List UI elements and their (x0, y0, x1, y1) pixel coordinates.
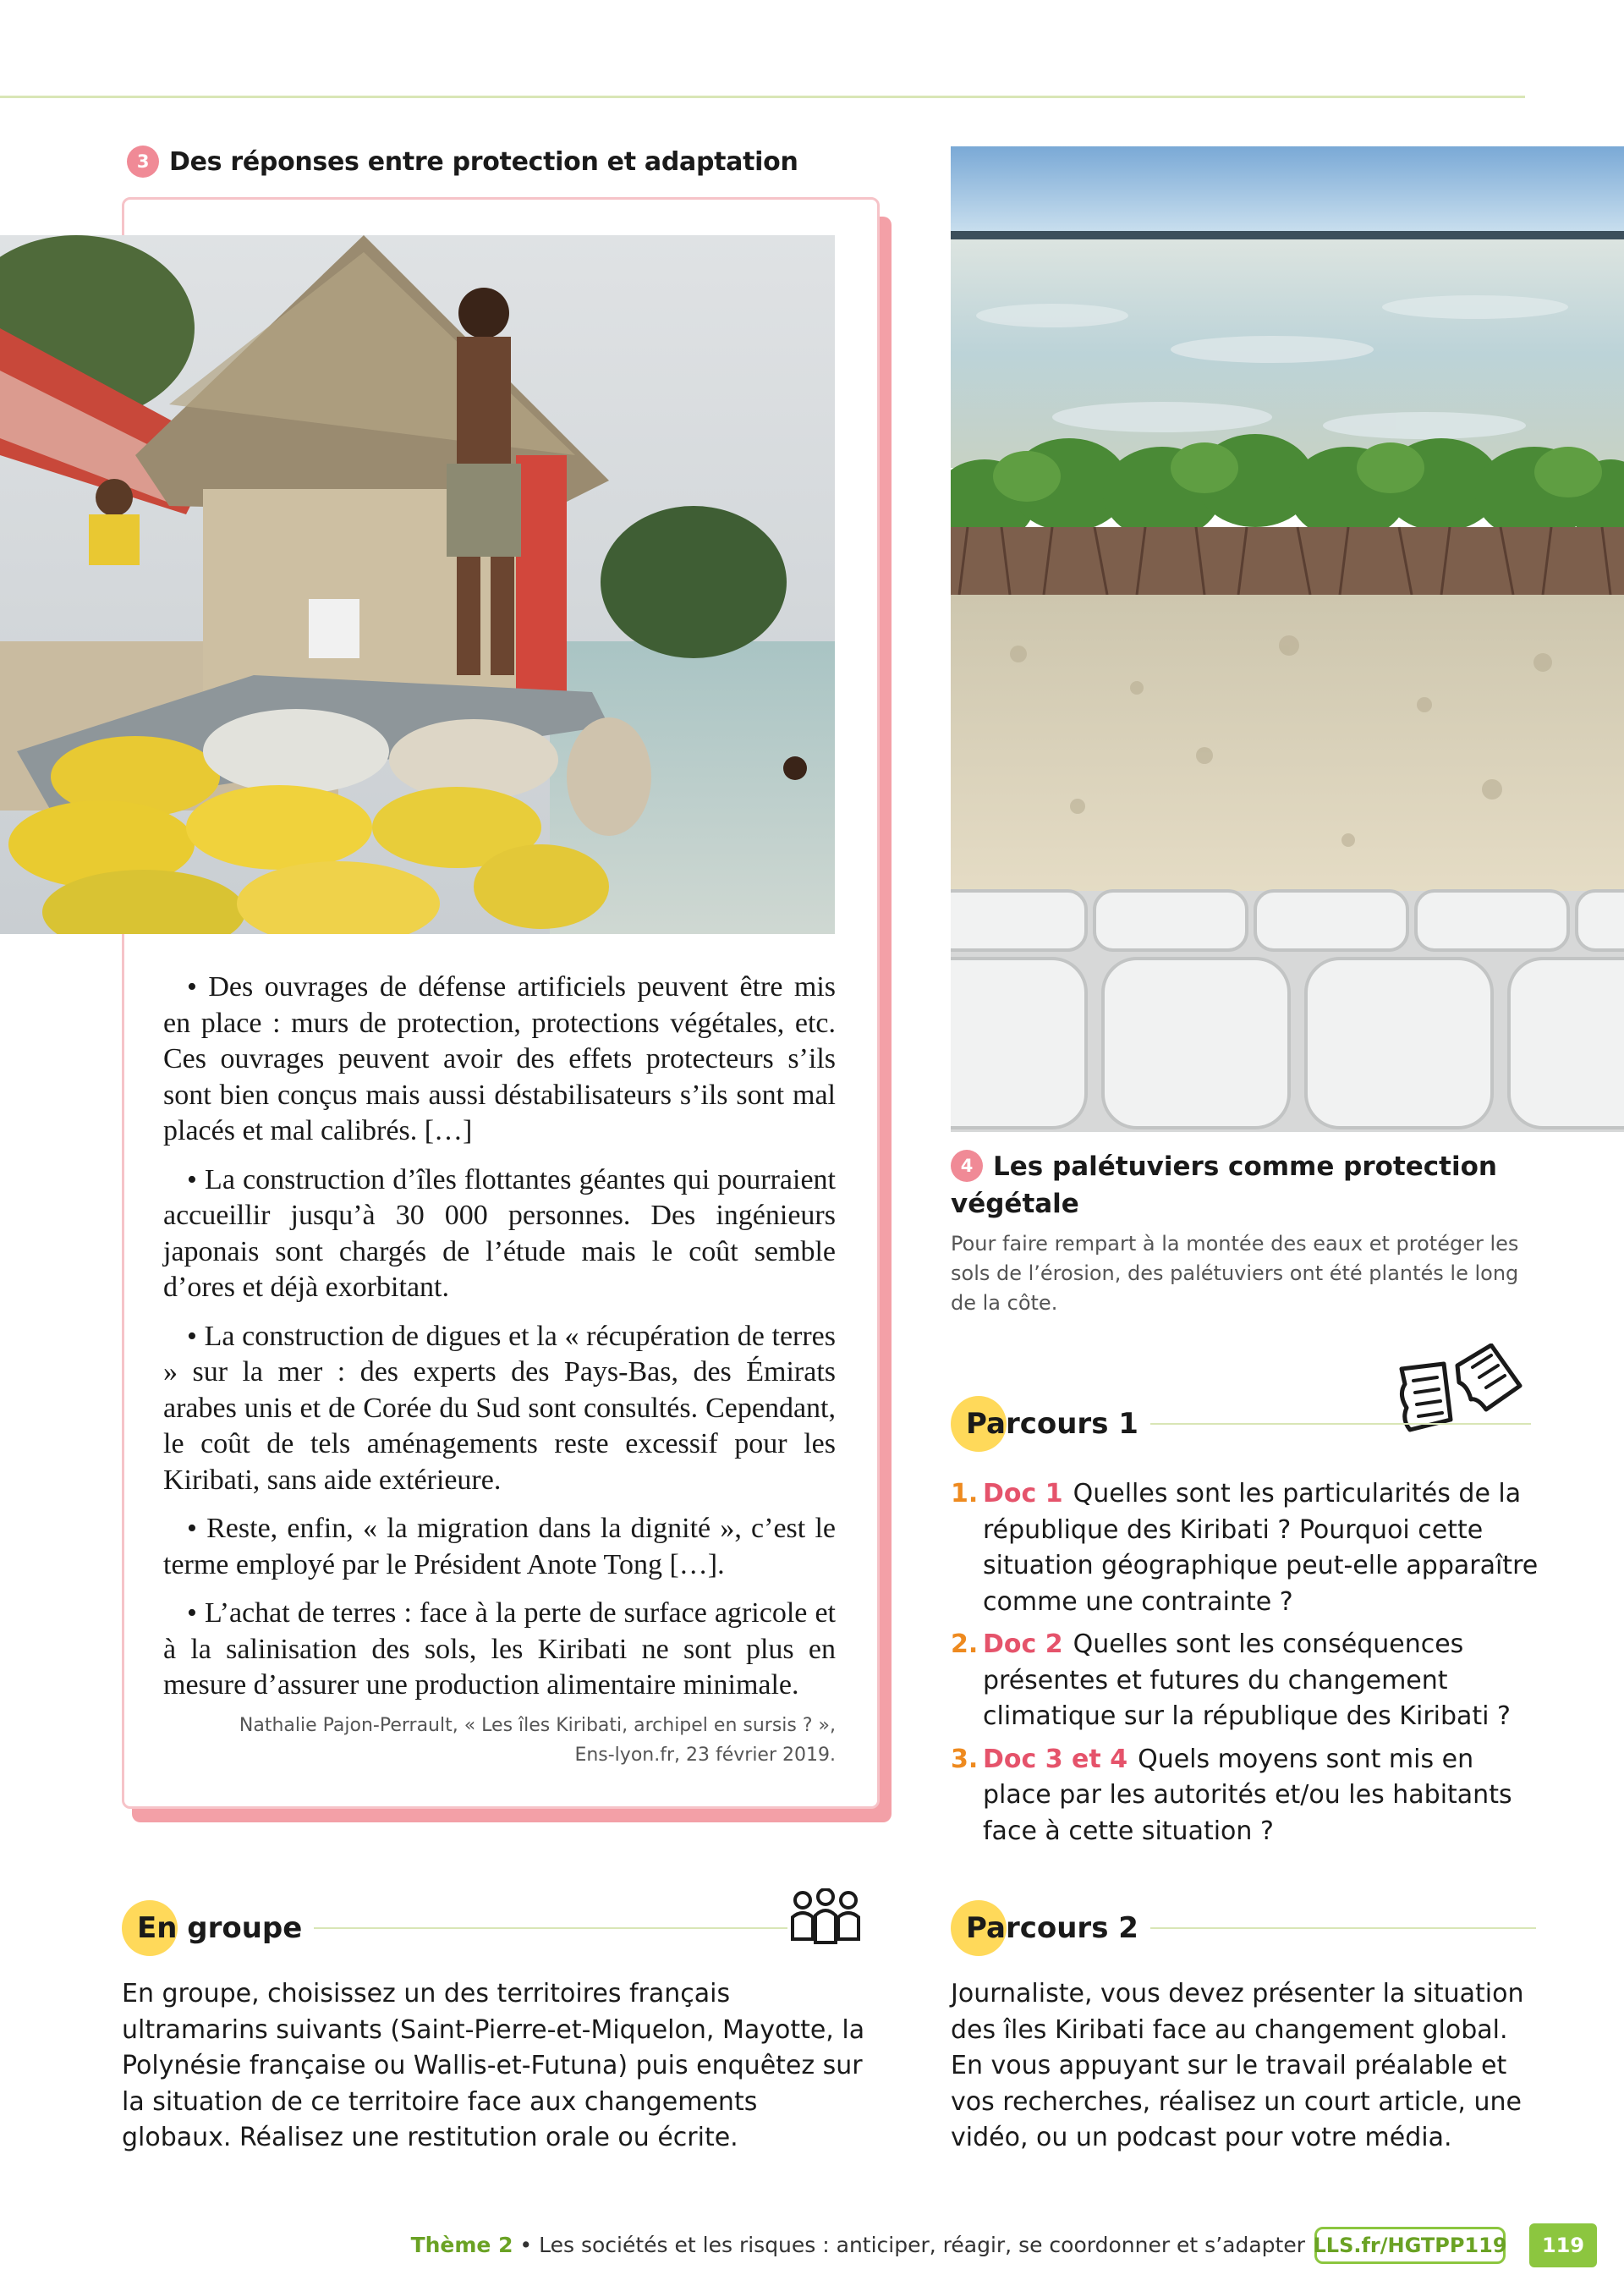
parcours1-questions (951, 1476, 1543, 1856)
doc3-source-line1: Nathalie Pajon-Perrault, « Les îles Kiribati, archipel en sursis ? », (239, 1714, 836, 1736)
doc4-photo-mangroves (951, 146, 1624, 1132)
question-item (951, 1627, 1543, 1735)
doc3-heading (127, 146, 798, 178)
footer-theme-line (411, 2233, 1305, 2257)
footer-theme-text: Les sociétés et les risques : anticiper, réagir, se coordonner et s’adapter (539, 2233, 1305, 2257)
doc4-number-badge: 4 (951, 1150, 983, 1182)
group-icon (787, 1888, 864, 1953)
footer-link[interactable]: LLS.fr/HGTPP119 (1314, 2227, 1506, 2264)
doc4-caption: Pour faire rempart à la montée des eaux et protéger les sols de l’érosion, des palétuviers ont été plantés le long de la côte. (951, 1232, 1519, 1315)
question-item (951, 1742, 1543, 1850)
parcours2-title: Parcours 2 (966, 1911, 1138, 1945)
group-heading (122, 1900, 787, 1956)
question-text: Quels moyens sont mis en place par les autorités et/ou les habitants face à cette situation ? (983, 1744, 1512, 1846)
doc3-paragraph: • La construction d’îles flottantes géantes qui pourraient accueillir jusqu’à 30 000 personnes. Des ingénieurs japonais sont chargés de l’étude mais le coût semble d’ores et déjà exorbitant. (163, 1163, 836, 1303)
question-doc-ref: Doc 2 (983, 1629, 1063, 1659)
parcours1-heading (951, 1396, 1531, 1452)
group-pill (122, 1900, 302, 1956)
question-number: 3. (951, 1744, 979, 1774)
doc4-title: Les palétuviers comme protection végétale (951, 1151, 1497, 1219)
parcours1-pill (951, 1396, 1138, 1452)
question-item (951, 1476, 1543, 1620)
doc3-title: Des réponses entre protection et adaptation (169, 146, 798, 177)
doc3-photo-sandbags (0, 235, 835, 934)
question-number: 1. (951, 1479, 979, 1508)
doc3-paragraph: • Des ouvrages de défense artificiels peuvent être mis en place : murs de protection, protections végétales, etc. Ces ouvrages peuvent avoir des effets protecteurs s’ils sont bien conçus mais aussi déstabilisateurs s’ils sont mal placés et mal calibrés. […] (163, 971, 836, 1146)
doc4-heading (951, 1148, 1543, 1223)
group-rule (314, 1927, 787, 1929)
doc3-paragraph: • L’achat de terres : face à la perte de surface agricole et à la salinisation des sols, les Kiribati ne sont plus en mesure d’assurer une production alimentaire minimale. (163, 1597, 836, 1701)
parcours2-pill (951, 1900, 1138, 1956)
page-number: 119 (1529, 2223, 1597, 2267)
parcours1-title: Parcours 1 (966, 1407, 1138, 1441)
parcours2-heading (951, 1900, 1536, 1956)
question-text: Quelles sont les conséquences présentes et futures du changement climatique sur la république des Kiribati ? (983, 1629, 1511, 1731)
doc3-paragraph: • Reste, enfin, « la migration dans la dignité », c’est le terme employé par le Président Anote Tong […]. (163, 1513, 836, 1580)
question-doc-ref: Doc 1 (983, 1479, 1063, 1508)
group-title: En groupe (137, 1911, 303, 1945)
parcours1-rule (1150, 1423, 1531, 1425)
question-number: 2. (951, 1629, 979, 1659)
group-text: En groupe, choisissez un des territoires français ultramarins suivants (Saint-Pierre-et-Miquelon, Mayotte, la Polynésie française ou Wallis-et-Futuna) puis enquêtez sur la situation de ce territoire face aux changements globaux. Réalisez une restitution orale ou écrite. (122, 1979, 865, 2152)
doc3-source-line2: Ens-lyon.fr, 23 février 2019. (574, 1744, 836, 1766)
parcours2-rule (1150, 1927, 1536, 1929)
footer-separator: • (513, 2233, 540, 2257)
doc3-text (163, 970, 836, 1770)
top-rule (0, 96, 1525, 98)
doc3-paragraph: • La construction de digues et la « récupération de terres » sur la mer : des experts des Pays-Bas, des Émirats arabes unis et de Corée du Sud sont consultés. Cependant, le coût de tels aménagements reste excessif pour les Kiribati, sans aide extérieure. (163, 1320, 836, 1496)
question-doc-ref: Doc 3 et 4 (983, 1744, 1128, 1774)
question-text: Quelles sont les particularités de la république des Kiribati ? Pourquoi cette situation géographique peut-elle apparaître comme une contrainte ? (983, 1479, 1539, 1617)
footer-theme: Thème 2 (410, 2233, 513, 2257)
parcours2-text: Journaliste, vous devez présenter la situation des îles Kiribati face au changement global. En vous appuyant sur le travail préalable et vos recherches, réalisez un court article, une vidéo, ou un podcast pour votre média. (951, 1979, 1524, 2152)
doc3-number-badge: 3 (127, 146, 159, 178)
